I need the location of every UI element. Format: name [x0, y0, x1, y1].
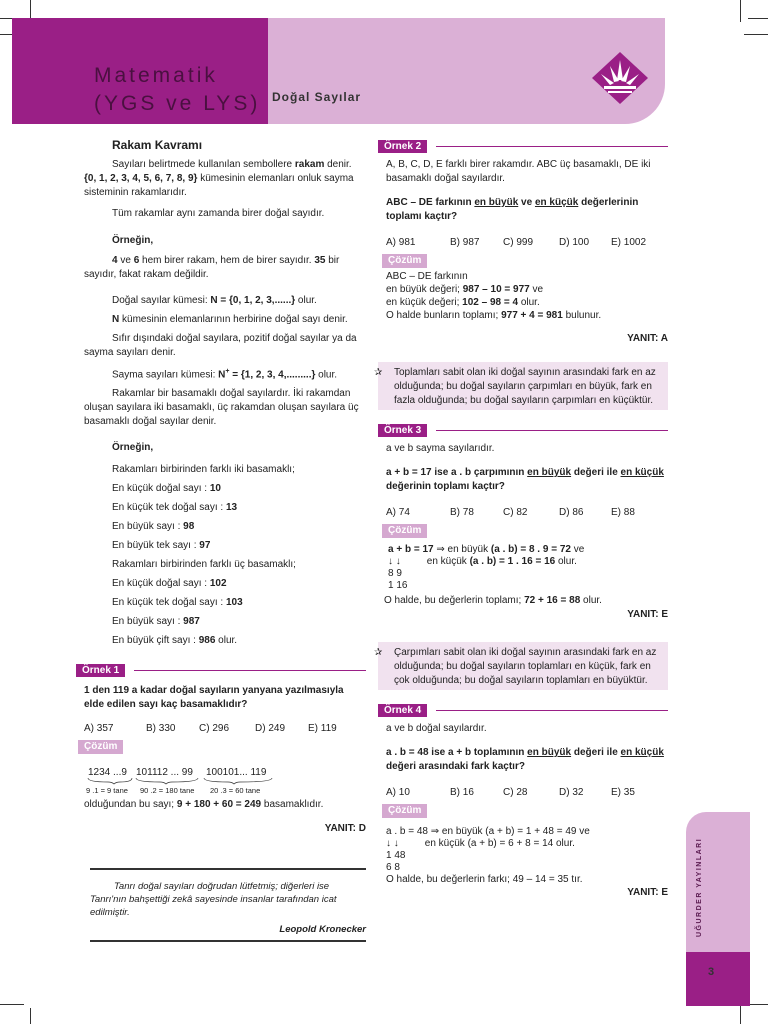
- list-item: En büyük sayı : 987: [112, 616, 200, 628]
- list-item: En büyük çift sayı : 986 olur.: [112, 635, 238, 647]
- info-note: ✰ Çarpımları sabit olan iki doğal sayının arasındaki fark en az olduğunda; bu doğal sayıların toplamları en küçük, fark en çok olduğunda; bu doğal sayıların toplamları en büyüktür.: [378, 642, 668, 690]
- options: A) 357 B) 330 C) 296 D) 249 E) 119: [84, 723, 337, 734]
- topic-title: Doğal Sayılar: [272, 90, 362, 104]
- publisher-name: UĞURDER YAYINLARI: [696, 837, 703, 937]
- result: olduğundan bu sayı; 9 + 180 + 60 = 249 basamaklıdır.: [84, 799, 324, 810]
- page-number: 3: [686, 952, 750, 1006]
- solution-tag: Çözüm: [382, 804, 427, 818]
- answer: YANIT: E: [627, 887, 668, 898]
- crop-mark: [744, 34, 768, 35]
- options: A) 981 B) 987 C) 999 D) 100 E) 1002: [386, 237, 647, 248]
- options: A) 74 B) 78 C) 82 D) 86 E) 88: [386, 507, 635, 518]
- list-item: En küçük doğal sayı : 10: [112, 483, 221, 495]
- question: 1 den 119 a kadar doğal sayıların yanyana yazılmasıyla elde edilen sayı kaç basamaklıdır?: [84, 685, 344, 710]
- solution-tag: Çözüm: [78, 740, 123, 754]
- example-tag: Örnek 2: [378, 140, 427, 153]
- left-column: [84, 138, 366, 650]
- list-item: En küçük tek doğal sayı : 13: [112, 502, 238, 514]
- solution: a . b = 48 ⇒ en büyük (a + b) = 1 + 48 = 49 ve ↓ ↓ en küçük (a + b) = 6 + 8 = 14 olur. 1 48 6 8 O halde, bu değerlerin farkı; 49 – 14 = 35 tır.: [386, 826, 590, 885]
- solution: a + b = 17 ⇒ en büyük (a . b) = 8 . 9 = 72 ve ↓ ↓ en küçük (a . b) = 1 . 16 = 16 olur. 8 9 1 16: [388, 544, 585, 591]
- paragraph: 4 ve 6 hem birer rakam, hem de birer sayıdır. 35 bir sayıdır, fakat rakam değildir.: [84, 255, 340, 280]
- solution-tag: Çözüm: [382, 524, 427, 538]
- crop-mark: [748, 1004, 768, 1005]
- paragraph: N kümesinin elemanlarının herbirine doğal sayı denir.: [112, 314, 348, 325]
- publisher-logo-icon: [590, 50, 650, 106]
- example-list: Rakamları birbirinden farklı iki basamaklı; En küçük doğal sayı : 10 En küçük tek doğal sayı : 13 En büyük sayı : 98 En büyük tek sayı : 97 Rakamları birbirinden farklı üç basamaklı; En küçük doğal sayı : 102 En küçük tek doğal sayı : 103 En büyük sayı : 987 En büyük çift sayı : 986 olur.: [112, 460, 366, 650]
- section-heading: Rakam Kavramı: [112, 138, 203, 152]
- crop-mark: [748, 18, 768, 19]
- answer: YANIT: D: [324, 823, 366, 834]
- star-icon: ✰: [374, 367, 383, 378]
- crop-mark: [740, 1004, 741, 1024]
- intro: a ve b doğal sayılardır.: [386, 723, 487, 734]
- solution: ABC – DE farkının en büyük değeri; 987 – 10 = 977 ve en küçük değeri; 102 – 98 = 4 olur. O halde bunların toplamı; 977 + 4 = 981 bulunur.: [386, 271, 602, 321]
- paragraph: Doğal sayılar kümesi: N = {0, 1, 2, 3,......} olur.: [112, 295, 317, 306]
- digit-sequence: 1234 ...9 101112 ... 99 100101... 119 9 .1 = 9 tane 90 .2 = 180 tane 20 .3 = 60 tane: [86, 766, 366, 796]
- crop-mark: [740, 0, 741, 22]
- crop-mark: [30, 0, 31, 18]
- crop-mark: [30, 1008, 31, 1024]
- paragraph: Sayma sayıları kümesi: N+ = {1, 2, 3, 4,.........} olur.: [112, 368, 338, 381]
- list-item: En büyük sayı : 98: [112, 521, 195, 533]
- paragraph: Tüm rakamlar aynı zamanda birer doğal sayıdır.: [112, 208, 325, 219]
- subject-title: Matematik (YGS ve LYS): [94, 64, 261, 115]
- example-tag: Örnek 4: [378, 704, 427, 717]
- question: ABC – DE farkının en büyük ve en küçük değerlerinin toplamı kaçtır?: [386, 197, 639, 222]
- quote-author: Leopold Kronecker: [279, 924, 366, 935]
- example-tag: Örnek 3: [378, 424, 427, 437]
- intro: A, B, C, D, E farklı birer rakamdır. ABC üç basamaklı, DE iki basamaklı doğal sayılardır.: [386, 159, 651, 184]
- example-label: Örneğin,: [112, 235, 154, 246]
- answer: YANIT: E: [627, 609, 668, 620]
- paragraph: Rakamlar bir basamaklı doğal sayılardır. İki rakamdan oluşan sayılara iki basamaklı, üç rakamdan oluşan sayılara üç basamaklı doğal sayılar denir.: [84, 388, 359, 428]
- question: a + b = 17 ise a . b çarpımının en büyük değeri ile en küçük değerinin toplamı kaçtır?: [386, 467, 664, 492]
- list-item: En küçük doğal sayı : 102: [112, 578, 227, 590]
- answer: YANIT: A: [627, 333, 668, 344]
- result: O halde, bu değerlerin toplamı; 72 + 16 = 88 olur.: [384, 595, 602, 606]
- list-item: En büyük tek sayı : 97: [112, 540, 211, 552]
- options: A) 10 B) 16 C) 28 D) 32 E) 35: [386, 787, 635, 798]
- info-note: ✰ Toplamları sabit olan iki doğal sayının arasındaki fark en az olduğunda; bu doğal sayıların çarpımları en büyük, fark en fazla olduğunda; bu doğal sayıların çarpımları en küçüktür.: [378, 362, 668, 410]
- quote: Tanrı doğal sayıları doğrudan lütfetmiş; diğerleri ise Tanrı'nın bahşettiği zekâ sayesinde insanlar tarafından icat edilmiştir. Leopold Kronecker: [90, 868, 366, 942]
- example-label: Örneğin,: [112, 442, 154, 454]
- intro: a ve b sayma sayılarıdır.: [386, 443, 495, 454]
- paragraph: Sıfır dışındaki doğal sayılara, pozitif doğal sayılar ya da sayma sayıları denir.: [84, 333, 357, 358]
- list-item: En küçük tek doğal sayı : 103: [112, 597, 243, 609]
- crop-mark: [0, 1004, 24, 1005]
- question: a . b = 48 ise a + b toplamının en büyük değeri ile en küçük değeri arasındaki fark kaçtır?: [386, 747, 664, 772]
- example-tag: Örnek 1: [76, 664, 125, 677]
- star-icon: ✰: [374, 647, 383, 658]
- right-column: [374, 140, 668, 900]
- paragraph: Sayıları belirtmede kullanılan sembollere rakam denir. {0, 1, 2, 3, 4, 5, 6, 7, 8, 9} kümesinin elemanları onluk sayma sisteminin rakamlarıdır.: [84, 159, 354, 198]
- example-1: [76, 664, 366, 836]
- solution-tag: Çözüm: [382, 254, 427, 268]
- crop-mark: [0, 18, 12, 19]
